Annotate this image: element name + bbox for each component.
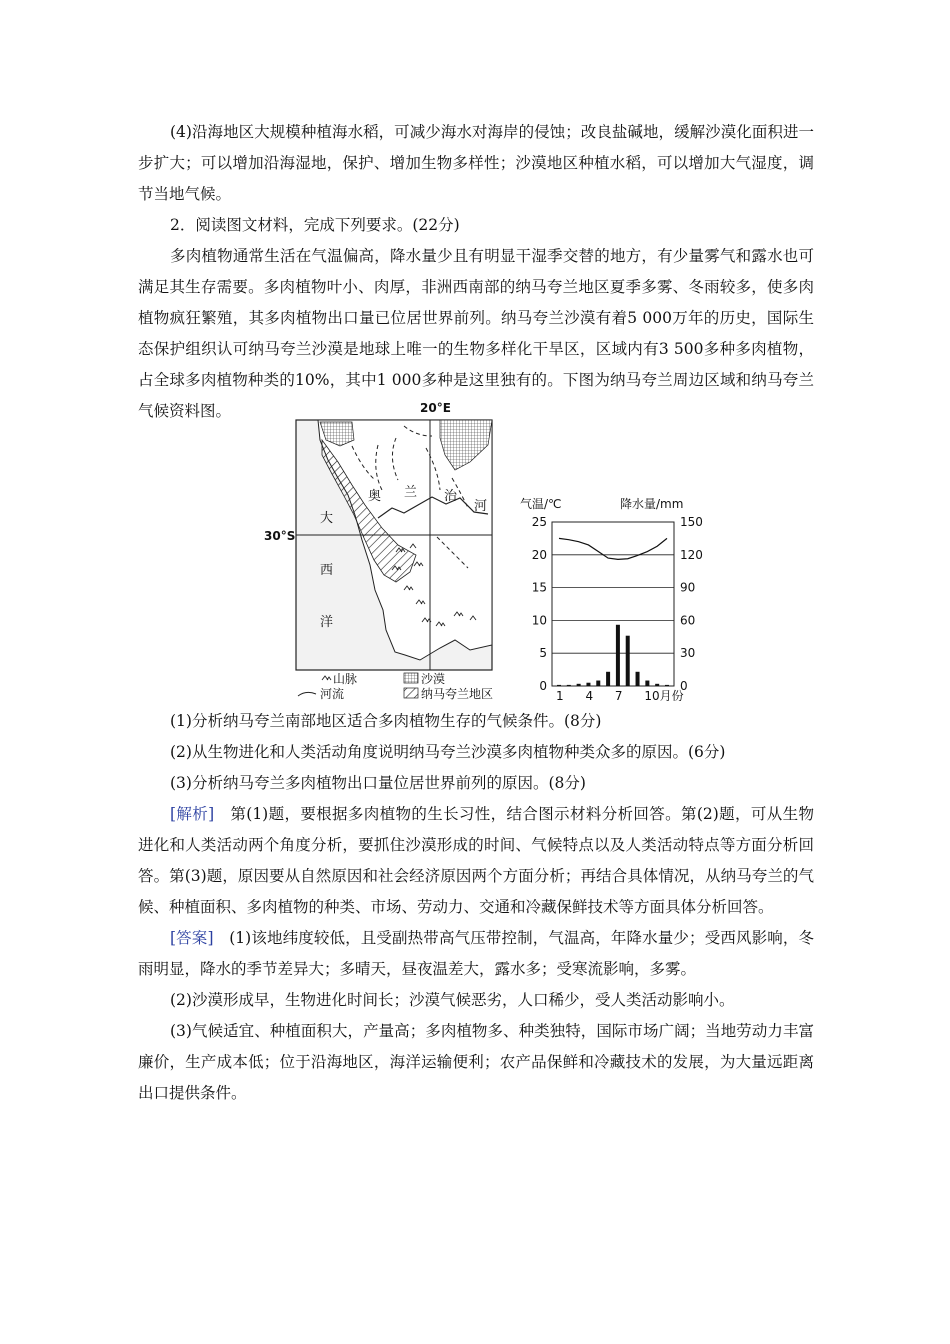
left-tick-label: 25 xyxy=(531,515,547,529)
precipitation-bar xyxy=(655,684,659,686)
legend-region-symbol xyxy=(404,688,418,698)
latitude-label: 30°S xyxy=(264,529,296,543)
region-map xyxy=(264,401,492,670)
x-tick-label: 10月份 xyxy=(644,689,684,703)
left-tick-label: 0 xyxy=(539,679,547,693)
legend-desert-symbol xyxy=(404,673,418,683)
legend-mountain-label: 山脉 xyxy=(333,672,358,686)
river-char-1: 奥 xyxy=(368,489,382,504)
right-tick-label: 30 xyxy=(680,646,696,661)
ocean-char-3: 洋 xyxy=(320,615,334,630)
figure xyxy=(0,398,950,708)
answer-paragraph-3: (3)气候适宜、种植面积大，产量高；多肉植物多、种类独特，国际市场广阔；当地劳动力丰富廉价，生产成本低；位于沿海地区，海洋运输便利；农产品保鲜和冷藏技术的发展，为大量远距离出口提供条件。 xyxy=(138,1022,814,1102)
x-tick-label: 4 xyxy=(585,689,594,703)
climate-chart xyxy=(520,496,703,703)
precipitation-bar xyxy=(645,681,649,686)
precipitation-bar xyxy=(626,636,630,686)
precipitation-bar xyxy=(665,685,669,686)
left-tick-label: 20 xyxy=(531,547,547,562)
precipitation-bar xyxy=(567,685,571,686)
question-heading: 2．阅读图文材料，完成下列要求。(22分) xyxy=(170,216,460,234)
ocean-char-2: 西 xyxy=(320,563,334,578)
right-tick-label: 90 xyxy=(680,580,696,595)
legend-region-label: 纳马夸兰地区 xyxy=(421,687,494,701)
left-axis-title: 气温/℃ xyxy=(520,497,562,511)
intro-paragraph: (4)沿海地区大规模种植海水稻，可减少海水对海岸的侵蚀；改良盐碱地，缓解沙漠化面积进一步扩大；可以增加沿海湿地，保护、增加生物多样性；沙漠地区种植水稻，可以增加大气湿度，调节当地气候。 xyxy=(138,123,814,203)
longitude-label: 20°E xyxy=(420,401,451,415)
legend-river-symbol xyxy=(298,692,316,696)
right-tick-label: 150 xyxy=(680,515,703,529)
analysis-text: 第(1)题，要根据多肉植物的生长习性，结合图示材料分析回答。第(2)题，可从生物进化和人类活动两个角度分析，要抓住沙漠形成的时间、气候特点以及人类活动特点等方面分析回答。第(3)题，原因要从自然原因和社会经济原因两个方面分析；再结合具体情况，从纳马夸兰的气候、种植面积、多肉植物的种类、市场、劳动力、交通和冷藏保鲜技术等方面具体分析回答。 xyxy=(138,805,814,916)
analysis-paragraph xyxy=(138,799,814,923)
left-tick-label: 5 xyxy=(539,646,547,661)
x-tick-label: 1 xyxy=(556,689,564,703)
precipitation-bar xyxy=(636,672,640,686)
subquestion-2: (2)从生物进化和人类活动角度说明纳马夸兰沙漠多肉植物种类众多的原因。(6分) xyxy=(170,743,726,761)
legend-river-label: 河流 xyxy=(320,687,345,701)
answer-paragraph-1 xyxy=(138,923,814,985)
answer-paragraph-2: (2)沙漠形成早，生物进化时间长；沙漠气候恶劣，人口稀少，受人类活动影响小。 xyxy=(170,991,735,1009)
answer-tag: [答案] xyxy=(170,929,214,947)
right-tick-label: 120 xyxy=(680,547,703,562)
answer-text-1: (1)该地纬度较低，且受副热带高气压带控制，气温高，年降水量少；受西风影响，冬雨明显，降水的季节差异大；多晴天，昼夜温差大，露水多；受寒流影响，多雾。 xyxy=(138,929,814,978)
river-char-2: 兰 xyxy=(404,485,418,500)
river-char-3: 治 xyxy=(444,489,458,504)
precipitation-bar xyxy=(586,683,590,686)
right-axis-title: 降水量/mm xyxy=(620,497,684,511)
map-legend xyxy=(298,671,493,701)
precipitation-bar xyxy=(577,684,581,686)
precipitation-bar xyxy=(596,681,600,686)
right-tick-label: 60 xyxy=(680,613,696,628)
material-paragraph: 多肉植物通常生活在气温偏高，降水量少且有明显干湿季交替的地方，有少量雾气和露水也可满足其生存需要。多肉植物叶小、肉厚，非洲西南部的纳马夸兰地区夏季多雾、冬雨较多，使多肉植物疯狂繁殖，其多肉植物出口量已位居世界前列。纳马夸兰沙漠有着5 000万年的历史，国际生态保护组织认可纳马夸兰沙漠是地球上唯一的生物多样化干旱区，区域内有3 500多种多肉植物，占全球多肉植物种类的10%，其中1 000多种是这里独有的。下图为纳马夸兰周边区域和纳马夸兰气候资料图。 xyxy=(138,247,814,420)
right-tick-label: 0 xyxy=(680,679,688,693)
legend-mountain-symbol xyxy=(322,676,331,680)
precipitation-bar xyxy=(616,625,620,686)
legend-desert-label: 沙漠 xyxy=(421,672,446,686)
left-tick-label: 10 xyxy=(531,613,547,628)
subquestion-3: (3)分析纳马夸兰多肉植物出口量位居世界前列的原因。(8分) xyxy=(170,774,586,792)
x-tick-label: 7 xyxy=(614,689,623,703)
ocean-char-1: 大 xyxy=(320,511,334,526)
river-char-4: 河 xyxy=(474,499,488,514)
precipitation-bar xyxy=(557,685,561,686)
temperature-line xyxy=(559,538,667,559)
left-tick-label: 15 xyxy=(531,580,547,595)
precipitation-bar xyxy=(606,672,610,686)
analysis-tag: [解析] xyxy=(170,805,215,823)
subquestion-1: (1)分析纳马夸兰南部地区适合多肉植物生存的气候条件。(8分) xyxy=(170,712,602,730)
